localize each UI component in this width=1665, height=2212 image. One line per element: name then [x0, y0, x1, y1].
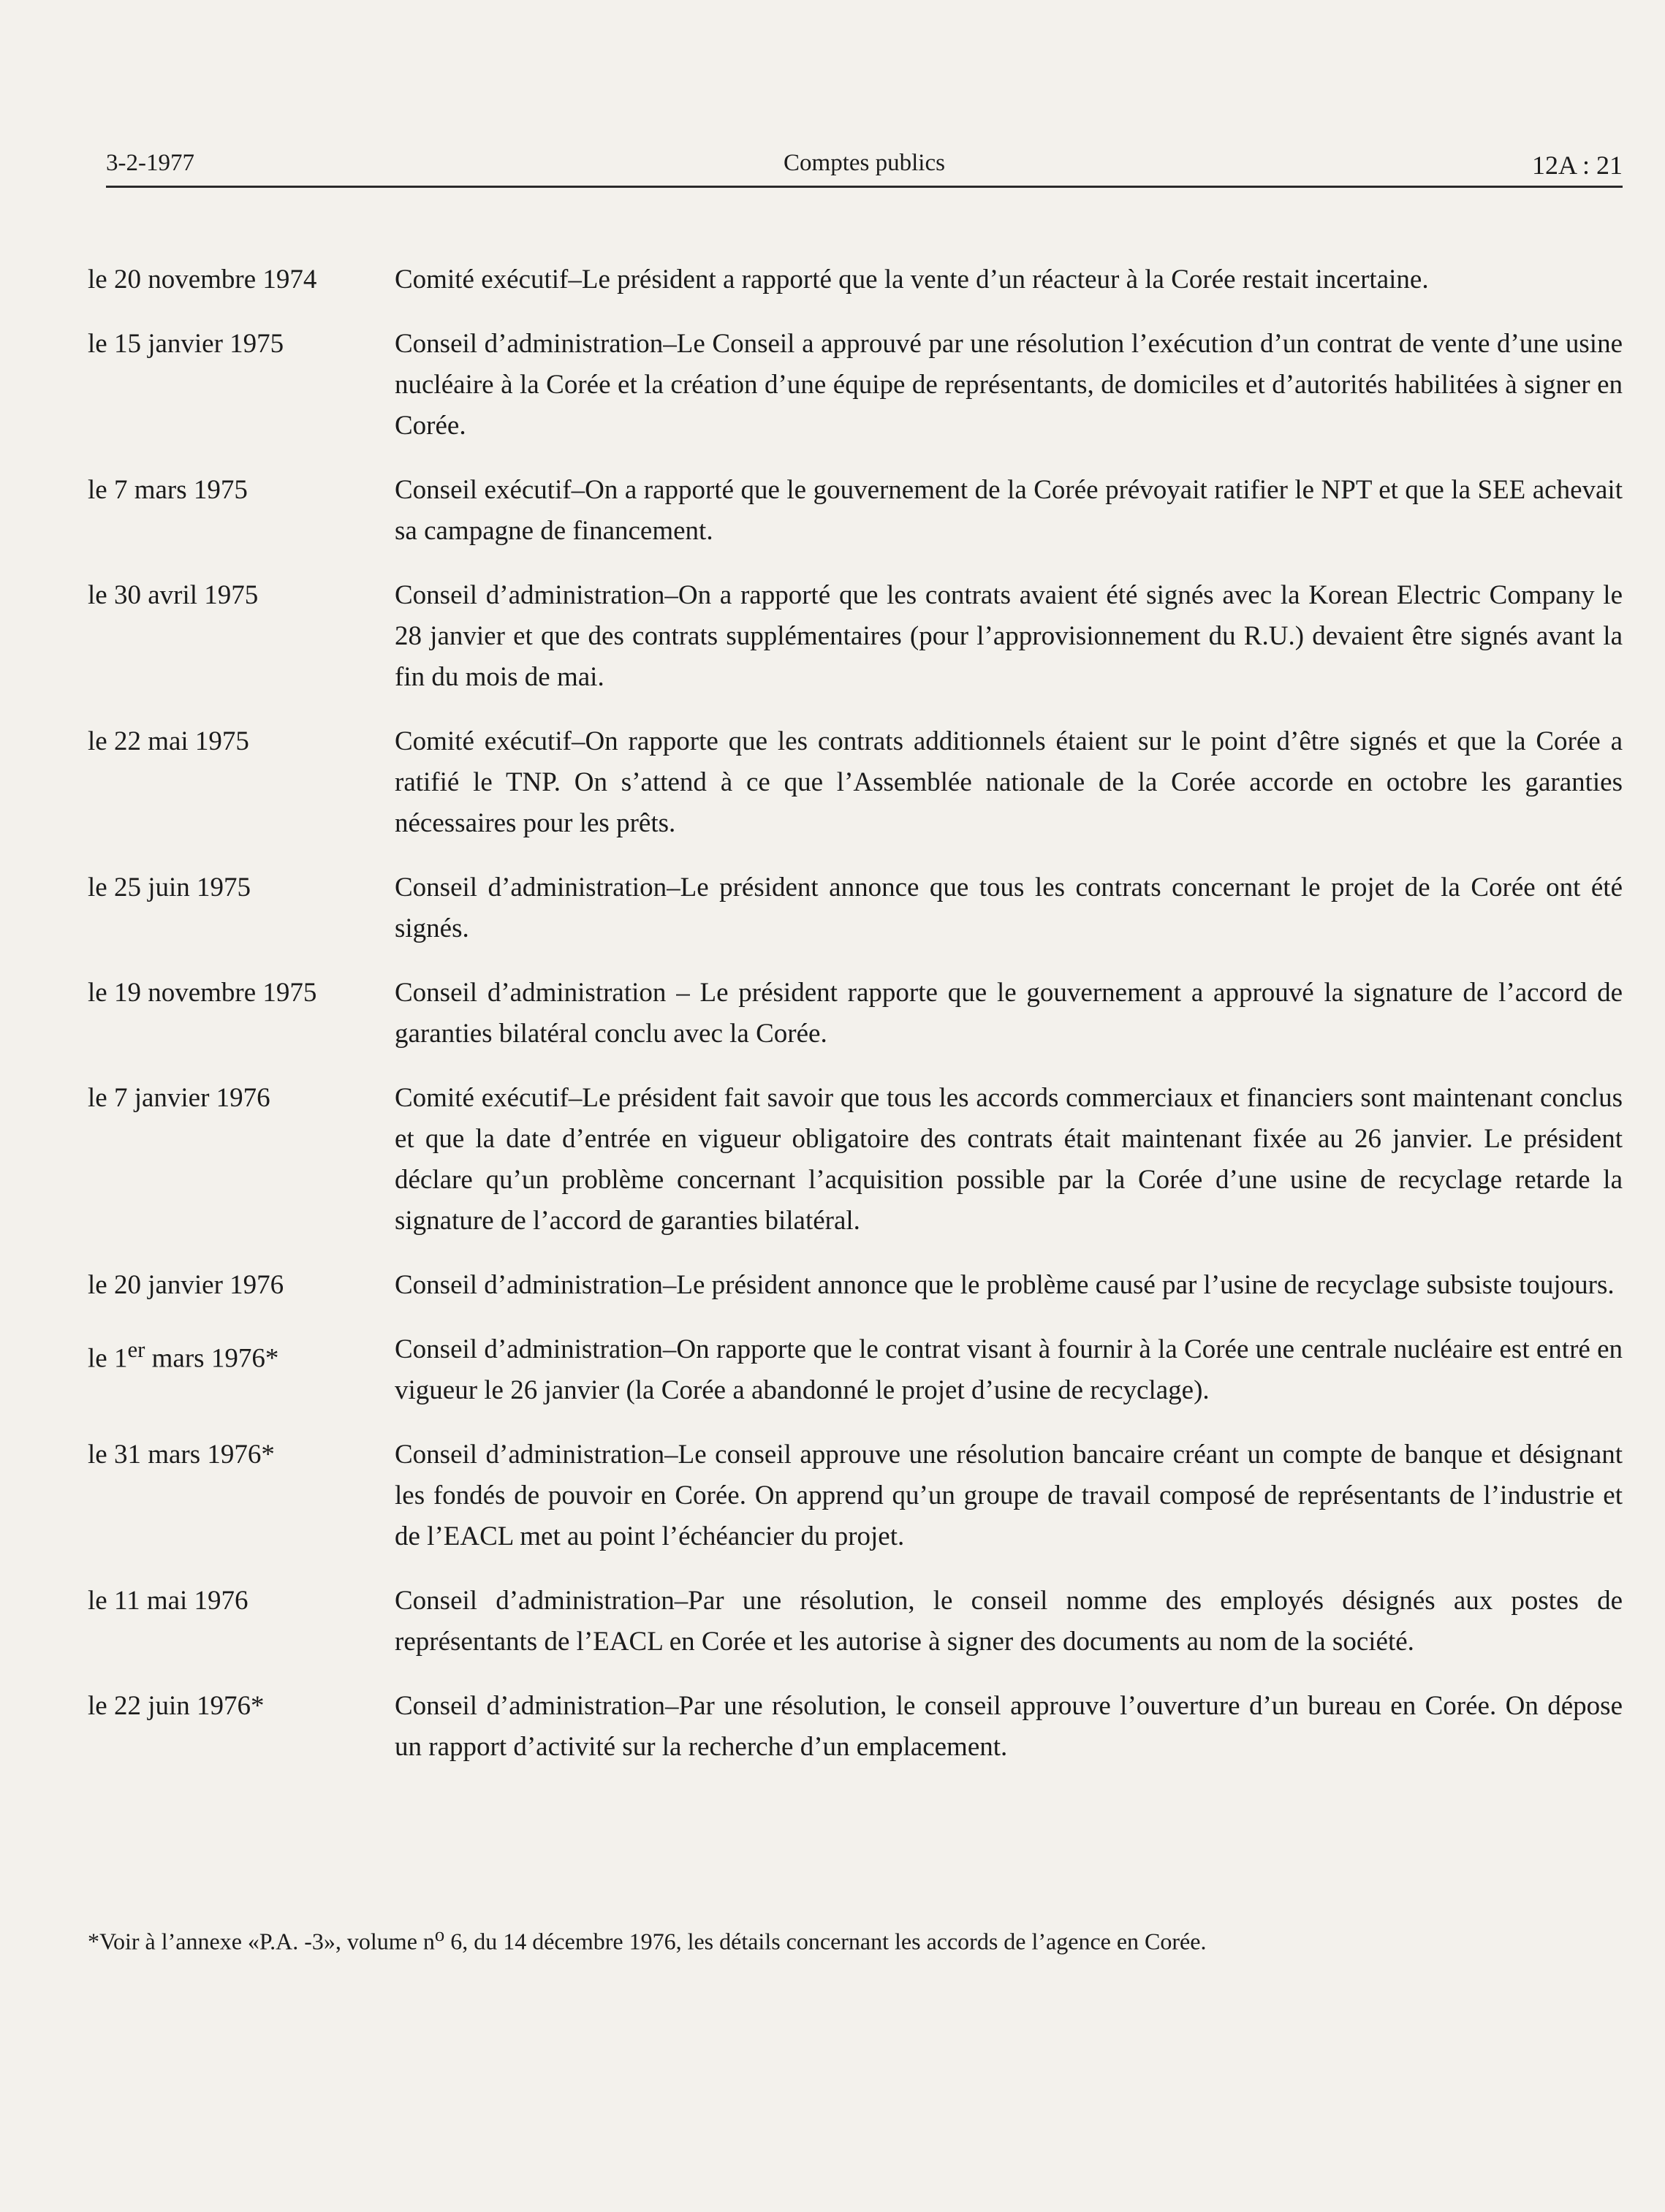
chronology-entry: [88, 259, 1623, 300]
entry-text: Comité exécutif–Le président a rapporté que la vente d’un réacteur à la Corée restait incertaine.: [395, 265, 1429, 294]
chronology-entry: [88, 1078, 1623, 1242]
chronology-entry: [88, 721, 1623, 844]
chronology-entry: [88, 324, 1623, 446]
footnote-text-end: 6, du 14 décembre 1976, les détails concernant les accords de l’agence en Corée.: [444, 1928, 1207, 1955]
entry-date: le 15 janvier 1975: [88, 329, 284, 359]
entry-date: le 22 juin 1976*: [88, 1691, 265, 1721]
footnote-text-start: *Voir à l’annexe «P.A. -3», volume n: [88, 1928, 435, 1955]
entry-date: le 20 novembre 1974: [88, 265, 317, 294]
header-title: Comptes publics: [784, 150, 945, 176]
chronology-entry: [88, 1265, 1623, 1306]
page-header: [106, 150, 1623, 188]
entry-text: Comité exécutif–On rapporte que les contrats additionnels étaient sur le point d’être signés et que la Corée a ratifié le TNP. On s’attend à ce que l’Assemblée nationale de la Corée accorde en octobre les garanties nécessaires pour les prêts.: [395, 726, 1623, 838]
entry-date: [88, 1329, 395, 1379]
chronology-entry: [88, 973, 1623, 1054]
footnote-superscript: o: [434, 1923, 445, 1945]
entry-date: le 7 janvier 1976: [88, 1083, 270, 1113]
entry-text: Conseil d’administration–On a rapporté que les contrats avaient été signés avec la Korean Electric Company le 28 janvier et que des contrats supplémentaires (pour l’approvisionnement du R.U.) devaient être signés avant la fin du mois de mai.: [395, 580, 1623, 692]
entry-date: le 7 mars 1975: [88, 475, 248, 505]
entry-text: Conseil d’administration–Le conseil approuve une résolution bancaire créant un compte de banque et désignant les fondés de pouvoir en Corée. On apprend qu’un groupe de travail composé de représentants de l’industrie et de l’EACL met au point l’échéancier du projet.: [395, 1440, 1623, 1551]
entry-text: Conseil d’administration–On rapporte que le contrat visant à fournir à la Corée une centrale nucléaire est entré en vigueur le 26 janvier (la Corée a abandonné le projet d’usine de recyclage).: [395, 1334, 1623, 1405]
chronology-entry: [88, 575, 1623, 698]
entry-date: le 20 janvier 1976: [88, 1270, 284, 1300]
entry-date: le 22 mai 1975: [88, 726, 249, 756]
entry-text: Conseil d’administration–Par une résolution, le conseil nomme des employés désignés aux postes de représentants de l’EACL en Corée et les autorise à signer des documents au nom de la société.: [395, 1586, 1623, 1657]
header-date: 3-2-1977: [106, 150, 194, 176]
entry-text: Conseil d’administration – Le président rapporte que le gouvernement a approuvé la signature de l’accord de garanties bilatéral conclu avec la Corée.: [395, 978, 1623, 1049]
chronology-entry: [88, 867, 1623, 949]
chronology-entry: [88, 1686, 1623, 1768]
entry-text: Conseil d’administration–Par une résolution, le conseil approuve l’ouverture d’un bureau en Corée. On dépose un rapport d’activité sur la recherche d’un emplacement.: [395, 1691, 1623, 1762]
entry-date-ordinal: er: [127, 1337, 145, 1362]
chronology-entry: [88, 1581, 1623, 1662]
entry-date-prefix: le 1: [88, 1343, 128, 1374]
entry-date: le 25 juin 1975: [88, 873, 251, 902]
entry-date-suffix: mars 1976*: [145, 1343, 279, 1374]
chronology-list: [88, 259, 1623, 1791]
header-page-number: 12A : 21: [1531, 151, 1623, 180]
header-rule: [106, 186, 1623, 188]
entry-text: Conseil d’administration–Le président annonce que tous les contrats concernant le projet de la Corée ont été signés.: [395, 873, 1623, 943]
chronology-entry: [88, 1329, 1623, 1411]
entry-text: Conseil d’administration–Le président annonce que le problème causé par l’usine de recyclage subsiste toujours.: [395, 1270, 1615, 1300]
entry-text: Comité exécutif–Le président fait savoir que tous les accords commerciaux et financiers sont maintenant conclus et que la date d’entrée en vigueur obligatoire des contrats était maintenant fixée au 26 janvier. Le président déclare qu’un problème concernant l’acquisition possible par la Corée d’une usine de recyclage retarde la signature de l’accord de garanties bilatéral.: [395, 1083, 1623, 1236]
entry-text: Conseil d’administration–Le Conseil a approuvé par une résolution l’exécution d’un contrat de vente d’une usine nucléaire à la Corée et la création d’une équipe de représentants, de domiciles et d’autorités habilitées à signer en Corée.: [395, 329, 1623, 441]
entry-date: le 19 novembre 1975: [88, 978, 317, 1008]
footnote: [88, 1918, 1623, 1958]
entry-date: le 31 mars 1976*: [88, 1440, 275, 1470]
entry-date: le 30 avril 1975: [88, 580, 259, 610]
entry-date: le 11 mai 1976: [88, 1586, 249, 1616]
chronology-entry: [88, 1434, 1623, 1557]
entry-text: Conseil exécutif–On a rapporté que le gouvernement de la Corée prévoyait ratifier le NPT et que la SEE achevait sa campagne de financement.: [395, 475, 1623, 546]
chronology-entry: [88, 470, 1623, 552]
